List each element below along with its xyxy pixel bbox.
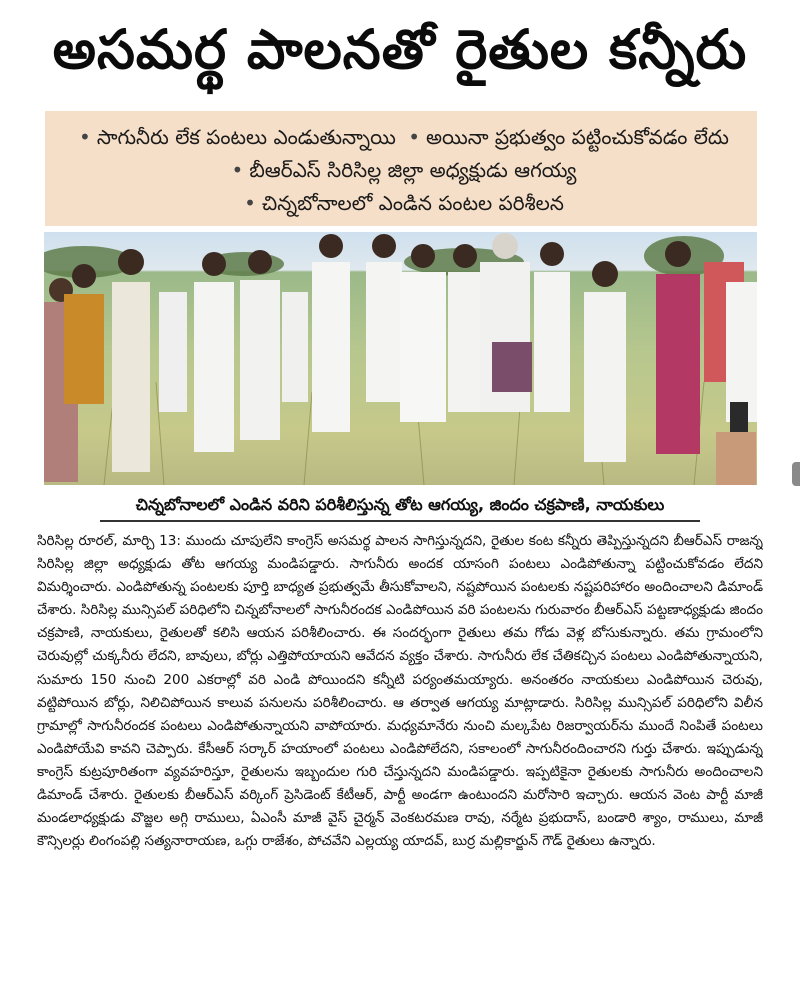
article-body (37, 530, 763, 996)
bullet-icon: • (231, 158, 244, 182)
scroll-handle[interactable] (792, 462, 800, 486)
farmers-field-photo (44, 232, 757, 485)
news-photo (44, 232, 757, 485)
deck-bullet: చిన్నబోనాలలో ఎండిన పంటల పరిశీలన (261, 191, 564, 215)
bullet-icon: • (79, 125, 91, 149)
bullet-icon: • (408, 125, 420, 149)
headline: అసమర్థ పాలనతో రైతుల కన్నీరు (52, 18, 748, 81)
deck-bullet: బీఆర్‌ఎస్‌ సిరిసిల్ల జిల్లా అధ్యక్షుడు ఆగయ్య (249, 158, 577, 182)
photo-caption: చిన్నబోనాలలో ఎండిన వరిని పరిశీలిస్తున్న తోట ఆగయ్య, జిందం చక్రపాణి, నాయకులు (100, 492, 700, 522)
deck-bullet: సాగునీరు లేక పంటలు ఎండుతున్నాయి (96, 125, 396, 149)
deck-bullet: అయినా ప్రభుత్వం పట్టించుకోవడం లేదు (425, 125, 729, 149)
article-paragraph: సిరిసిల్ల రూరల్‌, మార్చి 13: ముందు చూపులేని కాంగ్రెస్‌ అసమర్థ పాలన సాగిస్తున్నదని, రైతుల కంట కన్నీరు తెప్పిస్తున్నదని బీఆర్‌ఎస్‌ రాజన్న సిరిసిల్ల జిల్లా అధ్యక్షుడు తోట ఆగయ్య మండిపడ్డారు. సాగునీరు అందక యాసంగి పంటలు ఎండిపోతున్నా పట్టించుకోవడం లేదని విమర్శించారు. ఎండిపోతున్న పంటలకు పూర్తి బాధ్యత ప్రభుత్వమే తీసుకోవాలని, నష్టపోయిన పంటలకు నష్టపరిహారం అందించాలని డిమాండ్‌ చేశారు. సిరిసిల్ల మున్సిపల్‌ పరిధిలోని చిన్నబోనాలలో సాగునీరందక ఎండిపోయిన వరి పంటలను గురువారం బీఆర్‌ఎస్‌ పట్టణాధ్యక్షుడు జిందం చక్రపాణి, నాయకులు, రైతులతో కలిసి ఆయన పరిశీలించారు. ఈ సందర్భంగా రైతులు తమ గోడు వెళ్ల బోసుకున్నారు. తమ గ్రామంలోని చెరువుల్లో చుక్కనీరు లేదని, బావులు, బోర్లు ఎత్తిపోయాయని ఆవేదన వ్యక్తం చేశారు. సాగునీరు లేక చేతికచ్చిన పంటలు ఎండిపోతున్నాయని, సుమారు 150 నుంచి 200 ఎకరాల్లో వరి ఎండి పోయిందని కన్నీటి పర్యంతమయ్యారు. అనంతరం నాయకులు ఎండిపోయిన చెరువు, వట్టిపోయిన బోర్లు, నిలిచిపోయిన కాలువ పనులను పరిశీలించారు. ఆ తర్వాత ఆగయ్య మాట్లాడారు. సిరిసిల్ల మున్సిపల్‌ పరిధిలోని విలీన గ్రామాల్లో సాగునీరందక పంటలు ఎండిపోతున్నాయని వాపోయారు. మధ్యమానేరు నుంచి మల్కపేట రిజర్వాయర్‌ను ముందే నింపితే పంటలు ఎండిపోయేవి కావని చెప్పారు. కేసీఆర్‌ సర్కార్‌ హయాంలో పంటలు ఎండిపోలేదని, సకాలంలో సాగునీరందించారని గుర్తు చేశారు. ఇప్పుడున్న కాంగ్రెస్‌ కుట్రపూరితంగా వ్యవహరిస్తూ, రైతులను ఇబ్బందుల గురి చేస్తున్నదని మండిపడ్డారు. ఇప్పటికైనా రైతులకు సాగునీరు అందించాలని డిమాండ్‌ చేశారు. రైతులకు బీఆర్‌ఎస్‌ వర్కింగ్‌ ప్రెసిడెంట్‌ కేటీఆర్‌, పార్టీ అండగా ఉంటుందని మరోసారి ఇచ్చారు. ఆయన వెంట పార్టీ మాజీ మండలాధ్యక్షుడు వొజ్జల అగ్గి రాములు, ఏఎంసీ మాజీ వైస్‌ చైర్మన్‌ వెంకటరమణ రావు, నర్మేట ప్రభుదాస్‌, బండారి శ్యాం, రాములు, మాజీ కౌన్సిలర్లు లింగంపల్లి సత్యనారాయణ, ఒగ్గు రాజేశం, పోచవేని ఎల్లయ్య యాదవ్‌, బుర్ర మల్లికార్జున్‌ గౌడ్‌ రైతులు ఉన్నారు. (37, 533, 763, 850)
bullet-icon: • (244, 191, 256, 215)
deck-box (45, 111, 757, 226)
